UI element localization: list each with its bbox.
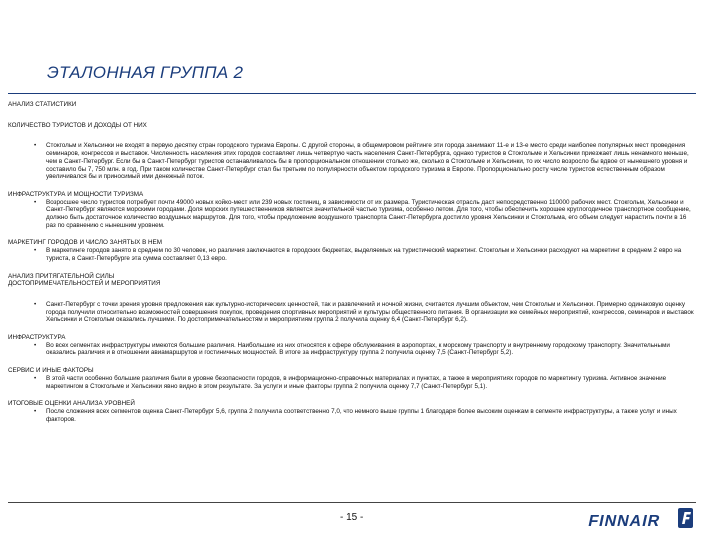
finnair-logo — [586, 505, 696, 533]
bullet-icon: • — [34, 142, 37, 150]
section-heading-line2: ДОСТОПРИМЕЧАТЕЛЬНОСТЕЙ И МЕРОПРИЯТИЯ — [8, 280, 161, 288]
section-heading: ИНФРАСТРУКТУРА И МОЩНОСТИ ТУРИЗМА — [8, 190, 144, 198]
section-paragraph: После сложения всех сегментов оценка Санкт-Петербург 5,6, группа 2 получила соответственно 7,0, что немного выше группы 1 благодаря более высоким оценкам в сегменте инфраструктуры, а также услуг и иных факторов. — [46, 407, 677, 423]
bullet-icon: • — [34, 247, 37, 255]
section-statistics — [8, 101, 694, 109]
bullet-icon: • — [34, 300, 37, 308]
section-attractions — [8, 273, 694, 325]
finnair-f-icon — [678, 508, 693, 528]
section-paragraph: Возросшее число туристов потребует почти 49000 новых койко-мест или 239 новых гостиниц, в зависимости от их размера. Туристическая отрасль даст непосредственно 110000 рабочих мест. Стокгольм, Хельсинки и Санкт-Петербург являются морскими городами. Доля морских путешественников является значительной частью туризма, особенно летом. Для того, чтобы обеспечить хорошее круглогодичное транспортное сообщение, должно быть достаточное количество воздушных маршрутов. Для того, чтобы предложение воздушного транспорта Санкт-Петербурга достигло уровня Хельсинки и Стокгольма, его объем следует нарастить почти в 16 раз по сравнению с нынешним уровнем. — [46, 198, 691, 229]
section-service — [8, 367, 694, 390]
section-marketing — [8, 239, 694, 262]
section-heading: МАРКЕТИНГ ГОРОДОВ И ЧИСЛО ЗАНЯТЫХ В НЕМ — [8, 239, 163, 247]
bullet-icon: • — [34, 374, 37, 382]
page-title: ЭТАЛОННАЯ ГРУППА 2 — [47, 63, 244, 82]
section-paragraph: Стокгольм и Хельсинки не входят в первую десятку стран городского туризма Европы. С другой стороны, в общемировом рейтинге эти города занимают 11-е и 13-е место среди наиболее популярных мест проведения семинаров, конгрессов и выставок. Численность населения этих городов составляет лишь четвертую часть населения Санкт-Петербурга, однако туристов в Стокгольме и Хельсинки приезжает лишь ненамного меньше, чем в Санкт-Петербург. Если бы в Санкт-Петербург туристов останавливалось бы в пропорциональном отношении столько же, сколько в Стокгольме и Хельсинки, то их число возросло бы вдвое от нынешнего уровня и составило бы 7, 750 млн. в год. При таком количестве Санкт-Петербург стал бы третьим по популярности объектом городского туризма в Европе. Пропорционально росту числе туристов естественным образом увеличивался бы и приносимый ими денежный поток. — [46, 142, 689, 181]
section-heading: ИТОГОВЫЕ ОЦЕНКИ АНАЛИЗА УРОВНЕЙ — [8, 400, 135, 408]
report-body — [8, 101, 694, 423]
title-divider — [8, 93, 696, 94]
page-number: - 15 - — [340, 512, 364, 523]
section-infrastructure — [8, 334, 694, 357]
section-heading: АНАЛИЗ ПРИТЯГАТЕЛЬНОЙ СИЛЫ — [8, 272, 115, 280]
section-paragraph: Санкт-Петербург с точки зрения уровня предложения как культурно-исторических ценностей, так и развлечений и ночной жизни, считается лучшим объектом, чем Стокгольм и Хельсинки. Примерно одинаковую оценку города получили относительно возможностей совершения покупок, проведения спортивных мероприятий и культуры общественного питания. В организации же семейных мероприятий, конгрессов, семинаров и выставок Хельсинки и Стокгольм оказались лучшими. По достопримечательностям и мероприятиям группа 2 получила оценку 6,4 (Санкт-Петербург 6,2). — [46, 300, 694, 324]
bullet-icon: • — [34, 407, 37, 415]
section-paragraph: Во всех сегментах инфраструктуры имеются большие различия. Наибольшие из них относятся к сфере обслуживания в аэропортах, к морскому транспорту и внутреннему городскому транспорту. Значительными оказались различия и в отношении авиамаршрутов и гостиничных мощностей. В итоге за инфраструктуру группа 2 получила оценку 7,5 (Санкт-Петербург 5,2). — [46, 341, 670, 357]
section-heading: АНАЛИЗ СТАТИСТИКИ — [8, 101, 77, 108]
section-heading: КОЛИЧЕСТВО ТУРИСТОВ И ДОХОДЫ ОТ НИХ — [8, 121, 147, 129]
section-infrastructure-capacity — [8, 191, 694, 230]
finnair-logo-graphic — [586, 505, 696, 533]
section-tourists — [8, 122, 694, 181]
footer-divider — [8, 502, 696, 503]
section-paragraph: В маркетинге городов занято в среднем по 30 человек, но различия заключаются в городских бюджетах, выделяемых на туристический маркетинг. Стокгольм и Хельсинки расходуют на маркетинг в среднем 2 евро на туриста, в Санкт-Петербурге эта сумма составляет 0,13 евро. — [46, 247, 682, 262]
section-summary — [8, 400, 694, 423]
finnair-wordmark: FINNAIR — [586, 512, 663, 530]
bullet-icon: • — [34, 198, 37, 206]
section-paragraph: В этой части особенно большие различия были в уровне безопасности городов, в информационно-справочных материалах и пунктах, а также в мероприятиях городов по маркетингу туризма. Активное значение маркетингом в Стокгольме и Хельсинки явно видно в этом результате. За услуги и иные факторы группа 2 получила оценку 7,7 (Санкт-Петербург 5,1). — [46, 374, 667, 390]
bullet-icon: • — [34, 341, 37, 349]
section-heading: СЕРВИС И ИНЫЕ ФАКТОРЫ — [8, 367, 94, 375]
section-heading: ИНФРАСТРУКТУРА — [8, 334, 66, 342]
